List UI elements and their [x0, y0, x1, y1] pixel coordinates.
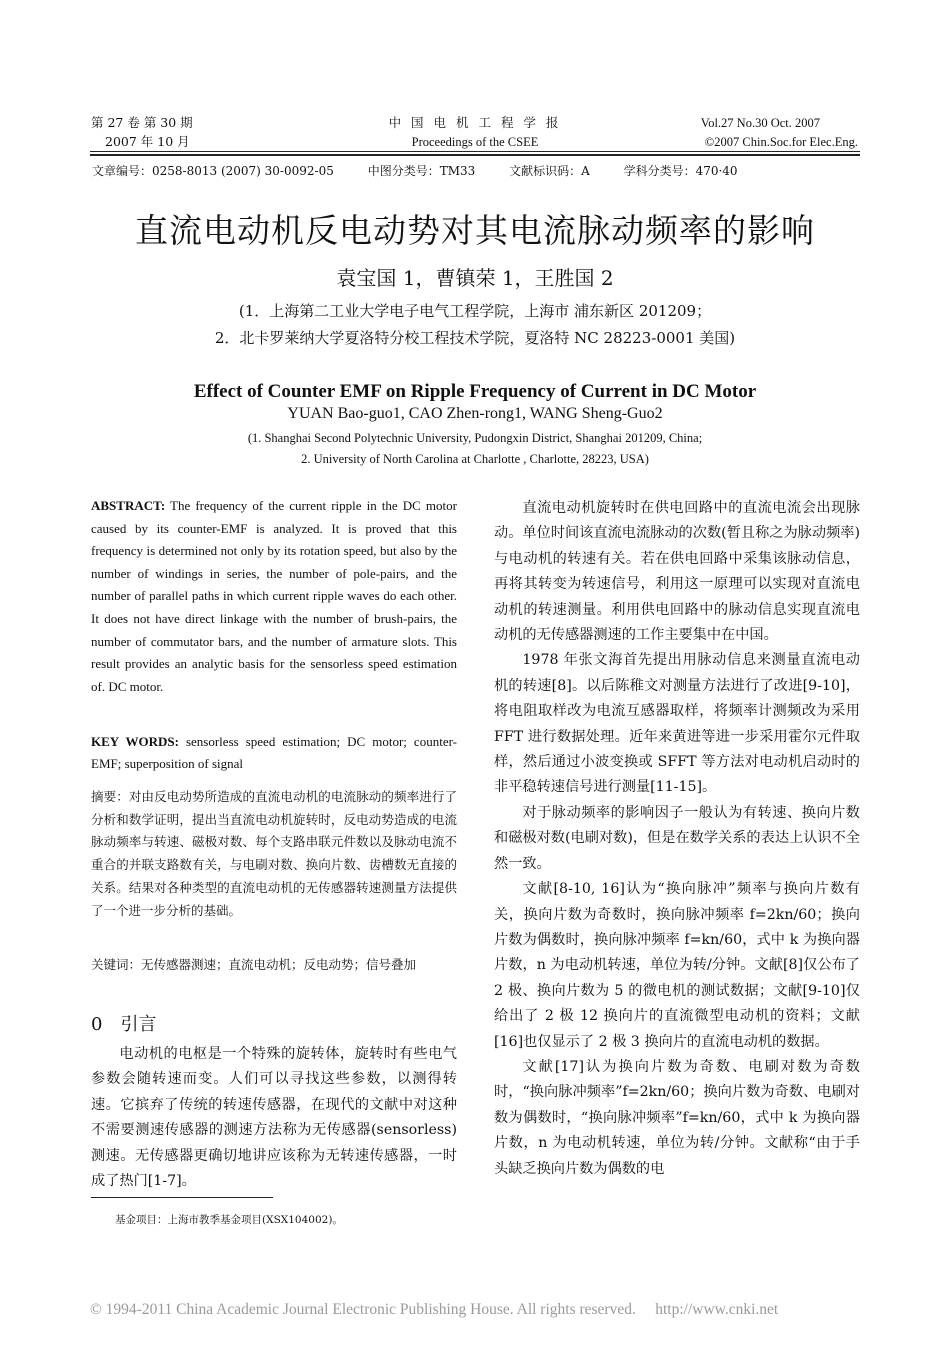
affiliation-cn-2: 2．北卡罗莱纳大学夏洛特分校工程技术学院，夏洛特 NC 28223-0001 美国) — [214, 329, 736, 347]
document-code: 文献标识码：A — [509, 164, 590, 178]
header-volume-en: Vol.27 No.30 Oct. 2007 — [700, 116, 820, 130]
abstract-en-text: The frequency of the current ripple in the DC motor caused by its counter-EMF is analyzed. It is proved that this frequency is determined not only by its rotation speed, but also by the number of windings in series, the number of pole-pairs, and the number of parallel paths in which current ripple waves do each other. It does not have direct linkage with the number of brush-pairs, the number of commutator bars, and the number of armature slots. This result provides an analytic basis for the sensorless speed estimation of. DC motor. — [91, 498, 457, 694]
authors-cn: 袁宝国 1，曹镇荣 1，王胜国 2 — [336, 266, 614, 290]
title-cn: 直流电动机反电动势对其电流脉动频率的影响 — [135, 211, 815, 250]
header-date-cn: 2007 年 10 月 — [105, 134, 190, 149]
header-volume-cn: 第 27 卷 第 30 期 — [91, 115, 193, 130]
header-rule-thick — [90, 154, 860, 156]
right-paragraph-2: 1978 年张文海首先提出用脉动信息来测量直流电动机的转速[8]。以后陈稚文对测量方法进行了改进[9-10]，将电阻取样改为电流互感器取样，将频率计测频改为采用 FFT 进行数据处理。近年来黄进等进一步采用霍尔元件取样，然后通过小波变换或 SFFT 等方法对电动机启动时的非平稳转速信号进行测量[11-15]。 — [494, 652, 860, 796]
affiliation-cn-1: (1．上海第二工业大学电子电气工程学院，上海市 浦东新区 201209； — [238, 302, 712, 320]
clc-number: 中图分类号：TM33 — [367, 164, 476, 178]
copyright-watermark: © 1994-2011 China Academic Journal Electronic Publishing House. All rights reserved. http://www.cnki.net — [90, 1301, 779, 1318]
header-journal-en: Proceedings of the CSEE — [411, 135, 539, 149]
abstract-en — [91, 495, 457, 698]
affiliation-en-2: 2. University of North Carolina at Charlotte , Charlotte, 28223, USA) — [301, 452, 649, 466]
right-column-body — [494, 496, 860, 1182]
right-paragraph-3: 对于脉动频率的影响因子一般认为有转速、换向片数和磁极对数(电刷对数)，但是在数学关系的表达上认识不全然一致。 — [494, 804, 860, 872]
abstract-cn: 摘要：对由反电动势所造成的直流电动机的电流脉动的频率进行了分析和数学证明，提出当直流电动机旋转时，反电动势造成的电流脉动频率与转速、磁极对数、每个支路串联元件数以及脉动电流不重合的并联支路数有关，与电刷对数、换向片数、齿槽数无直接的关系。结果对各种类型的直流电动机的无传感器转速测量方法提供了一个进一步分析的基础。 — [91, 789, 457, 918]
right-paragraph-5: 文献[17]认为换向片数为奇数、电刷对数为奇数时，“换向脉冲频率”f=2kn/60；换向片数为奇数、电刷对数为偶数时，“换向脉冲频率”f=kn/60，式中 k 为换向器片数，n 为电动机转速，单位为转/分钟。文献称“由于手头缺乏换向片数为偶数的电 — [494, 1058, 860, 1177]
abstract-en-label: ABSTRACT: — [91, 498, 166, 513]
authors-en: YUAN Bao-guo1, CAO Zhen-rong1, WANG Sheng-Guo2 — [287, 405, 663, 422]
right-paragraph-4: 文献[8-10, 16]认为“换向脉冲”频率与换向片数有关，换向片数为奇数时，换向脉冲频率 f=2kn/60；换向片数为偶数时，换向脉冲频率 f=kn/60，式中 k 为换向器片数，n 为电动机转速，单位为转/分钟。文献[8]仅公布了 2 极、换向片数为 5 的微电机的测试数据；文献[9-10]仅给出了 2 极 12 换向片的直流微型电动机的资料；文献[16]也仅显示了 2 极 3 换向片的直流电动机的数据。 — [494, 881, 860, 1050]
keywords-en-text: sensorless speed estimation; DC motor; counter-EMF; superposition of signal — [91, 734, 457, 771]
right-paragraph-1: 直流电动机旋转时在供电回路中的直流电流会出现脉动。单位时间该直流电流脉动的次数(暂且称之为脉动频率)与电动机的转速有关。若在供电回路中采集该脉动信息，再将其转变为转速信号，利用这一原理可以实现对直流电动机的转速测量。利用供电回路中的脉动信息实现直流电动机的无传感器测速的工作主要集中在中国。 — [494, 500, 860, 644]
intro-body — [91, 1042, 457, 1194]
funding-footnote: 基金项目：上海市教季基金项目(XSX104002)。 — [115, 1214, 343, 1226]
subject-code: 学科分类号：470·40 — [623, 164, 738, 178]
section-heading-intro: 0 引言 — [91, 1014, 157, 1035]
header-rule-thin — [90, 151, 860, 152]
title-en: Effect of Counter EMF on Ripple Frequency of Current in DC Motor — [193, 381, 757, 402]
intro-paragraph-1: 电动机的电枢是一个特殊的旋转体，旋转时有些电气参数会随转速而变。人们可以寻找这些参数，以测得转速。它摈弃了传统的转速传感器，在现代的文献中对这种不需要测速传感器的测速方法称为无传感器(sensorless)测速。无传感器更确切地讲应该称为无转速传感器，一时成了热门[1-7]。 — [91, 1046, 457, 1190]
footnote-rule — [91, 1197, 273, 1198]
header-copyright: ©2007 Chin.Soc.for Elec.Eng. — [704, 135, 858, 149]
article-meta — [92, 162, 768, 179]
keywords-en — [91, 731, 457, 775]
affiliation-en-1: (1. Shanghai Second Polytechnic University, Pudongxin District, Shanghai 201209, China; — [247, 431, 703, 445]
keywords-en-label: KEY WORDS: — [91, 734, 179, 749]
header-journal-cn: 中 国 电 机 工 程 学 报 — [388, 115, 562, 130]
article-number: 文章编号：0258-8013 (2007) 30-0092-05 — [92, 164, 334, 178]
keywords-cn: 关键词：无传感器测速；直流电动机；反电动势；信号叠加 — [91, 957, 417, 972]
